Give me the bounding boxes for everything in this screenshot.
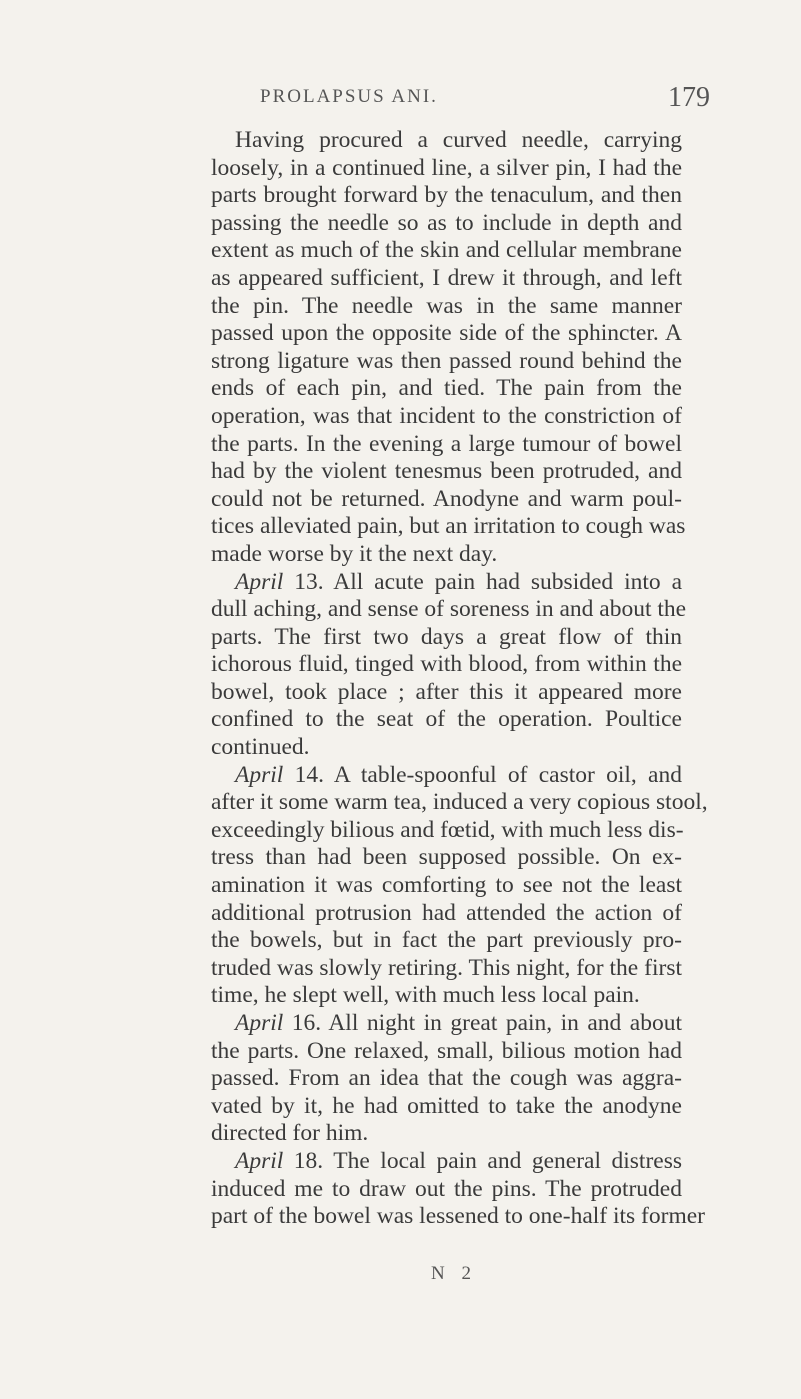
text-line: vated by it, he had omitted to take the anodyne — [211, 1092, 682, 1119]
text-line: passed. From an idea that the cough was aggra- — [211, 1065, 682, 1092]
entry-date: April — [235, 761, 284, 788]
text-line: tress than had been supposed possible. On ex- — [211, 844, 682, 871]
text-line: continued. — [211, 734, 310, 761]
entry-first-line — [211, 1010, 682, 1038]
text-line: confined to the seat of the operation. Poultice — [211, 706, 682, 733]
text-line: the parts. In the evening a large tumour of bowel — [211, 430, 682, 457]
text-line: amination it was comforting to see not the least — [211, 872, 682, 899]
text-line: as appeared sufficient, I drew it through, and left — [211, 264, 682, 291]
text-line: loosely, in a continued line, a silver pin, I had the — [211, 154, 682, 181]
running-head — [0, 82, 801, 116]
text-line: tices alleviated pain, but an irritation to cough was — [211, 513, 686, 540]
text-line: the pin. The needle was in the same manner — [211, 292, 682, 319]
text-line: bowel, took place ; after this it appeared more — [211, 678, 682, 705]
text-line: operation, was that incident to the constriction of — [211, 402, 682, 429]
text-line: ends of each pin, and tied. The pain from the — [211, 375, 682, 402]
text-line: parts brought forward by the tenaculum, and then — [211, 182, 682, 209]
entry-text: 16. All night in great pain, in and about — [283, 1010, 682, 1036]
text-line: could not be returned. Anodyne and warm poul- — [211, 485, 682, 512]
text-line: truded was slowly retiring. This night, for the first — [211, 954, 682, 981]
text-line: passing the needle so as to include in depth and — [211, 209, 682, 236]
running-title: PROLAPSUS ANI. — [260, 86, 438, 107]
text-line: made worse by it the next day. — [211, 540, 498, 567]
entry-date: April — [235, 1010, 284, 1036]
text-line: part of the bowel was lessened to one-half its former — [211, 1203, 705, 1230]
entry-text: 18. The local pain and general distress — [283, 1147, 682, 1174]
entry-first-line — [211, 762, 682, 790]
text-line: passed upon the opposite side of the sphincter. A — [211, 320, 682, 347]
text-line: time, he slept well, with much less local pain. — [211, 982, 640, 1009]
text-line: directed for him. — [211, 1120, 369, 1147]
text-line: additional protrusion had attended the action of — [211, 899, 682, 926]
text-line: strong ligature was then passed round behind the — [211, 347, 682, 374]
entry-text: 13. All acute pain had subsided into a — [283, 568, 682, 595]
text-line: ichorous fluid, tinged with blood, from within the — [211, 651, 682, 678]
text-line: the bowels, but in fact the part previously pro- — [211, 927, 682, 954]
entry-first-line — [211, 1148, 682, 1176]
text-line: extent as much of the skin and cellular membrane — [211, 237, 682, 264]
body-text — [211, 127, 708, 1231]
text-line: had by the violent tenesmus been protruded, and — [211, 458, 682, 485]
text-line: Having procured a curved needle, carrying — [235, 127, 682, 153]
entry-text: 14. A table-spoonful of castor oil, and — [283, 761, 682, 788]
text-line: the parts. One relaxed, small, bilious motion had — [211, 1037, 682, 1064]
entry-date: April — [235, 568, 284, 595]
text-line: induced me to draw out the pins. The protruded — [211, 1175, 682, 1202]
text-line: after it some warm tea, induced a very copious stool, — [211, 789, 708, 816]
text-line: parts. The first two days a great flow of thin — [211, 623, 682, 650]
entry-date: April — [235, 1147, 284, 1174]
text-line: dull aching, and sense of soreness in and about the — [211, 596, 687, 623]
page-number: 179 — [668, 82, 710, 113]
text-line: exceedingly bilious and fœtid, with much less dis- — [211, 816, 684, 843]
signature-mark: N 2 — [431, 1263, 477, 1284]
entry-first-line — [211, 569, 682, 597]
